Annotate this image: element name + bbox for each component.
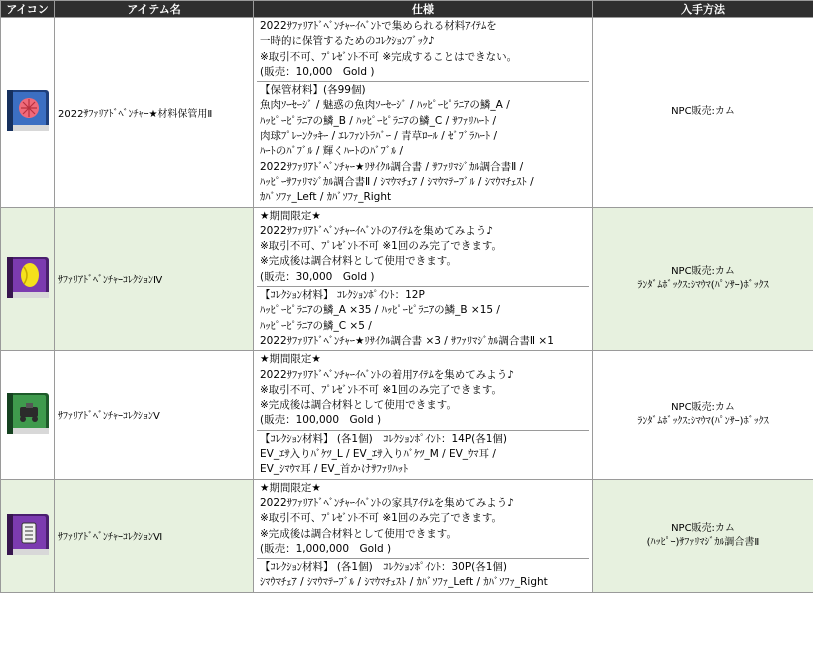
table-row [1,351,813,479]
item-name: ｻﾌｧﾘｱﾄﾞﾍﾞﾝﾁｬｰｺﾚｸｼｮﾝⅣ [55,207,254,351]
header-name: アイテム名 [55,1,254,18]
method-cell [593,207,813,351]
icon-cell [1,351,55,479]
header-icon: アイコン [1,1,55,18]
spec-line: ★期間限定★ [260,481,321,494]
table-row [1,207,813,351]
item-name: ｻﾌｧﾘｱﾄﾞﾍﾞﾝﾁｬｰｺﾚｸｼｮﾝⅤ [55,351,254,479]
spec-line: 2022ｻﾌｧﾘｱﾄﾞﾍﾞﾝﾁｬｰ★ﾘｻｲｸﾙ調合書 ×3 / ｻﾌｧﾘﾏｼﾞｶﾙ調合書Ⅱ ×1 [260,334,554,347]
spec-line: 【ｺﾚｸｼｮﾝ材料】 (各1個) ｺﾚｸｼｮﾝﾎﾟｲﾝﾄ：14P(各1個) [260,432,508,445]
spec-line: (販売：100,000 Gold ) [260,414,382,427]
method-cell [593,479,813,592]
spec-line: ﾊｰﾄのﾊﾞﾌﾞﾙ / 輝くﾊｰﾄのﾊﾞﾌﾞﾙ / [260,145,404,158]
item-name: ｻﾌｧﾘｱﾄﾞﾍﾞﾝﾁｬｰｺﾚｸｼｮﾝⅥ [55,479,254,592]
method-line: (ﾊｯﾋﾟｰ)ｻﾌｧﾘﾏｼﾞｶﾙ調合書Ⅱ [646,536,760,548]
spec-line: ※取引不可、ﾌﾟﾚｾﾞﾝﾄ不可 ※1回のみ完了できます。 [260,383,503,396]
method-cell [593,18,813,208]
item-name: 2022ｻﾌｧﾘｱﾄﾞﾍﾞﾝﾁｬｰ★材料保管用Ⅱ [55,18,254,208]
spec-line: 2022ｻﾌｧﾘｱﾄﾞﾍﾞﾝﾁｬｰｲﾍﾞﾝﾄの家具ｱｲﾃﾑを集めてみよう♪ [260,496,514,509]
spec-cell [254,351,593,479]
spec-description [257,351,589,429]
spec-line: ﾊｯﾋﾟｰﾋﾟﾗﾆｱの鱗_A ×35 / ﾊｯﾋﾟｰﾋﾟﾗﾆｱの鱗_B ×15 / [260,304,500,317]
spec-line: ﾊｯﾋﾟｰｻﾌｧﾘﾏｼﾞｶﾙ調合書Ⅱ / ｼﾏｳﾏﾁｪｱ / ｼﾏｳﾏﾃｰﾌﾞﾙ / ｼﾏｳﾏﾁｪｽﾄ / [260,175,534,188]
spec-description [257,208,589,286]
blue-book-icon [4,87,52,134]
spec-line: 【ｺﾚｸｼｮﾝ材料】 ｺﾚｸｼｮﾝﾎﾟｲﾝﾄ：12P [260,289,425,302]
spec-line: ※取引不可、ﾌﾟﾚｾﾞﾝﾄ不可 ※1回のみ完了できます。 [260,512,503,525]
header-spec: 仕様 [254,1,593,18]
icon-cell [1,18,55,208]
spec-line: EV_ｼﾏｳﾏ耳 / EV_首かけｻﾌｧﾘﾊｯﾄ [260,463,409,476]
icon-cell [1,479,55,592]
spec-line: ﾊｯﾋﾟｰﾋﾟﾗﾆｱの鱗_B / ﾊｯﾋﾟｰﾋﾟﾗﾆｱの鱗_C / ｻﾌｧﾘﾊｰﾄ / [260,114,497,127]
spec-line: 2022ｻﾌｧﾘｱﾄﾞﾍﾞﾝﾁｬｰｲﾍﾞﾝﾄの着用ｱｲﾃﾑを集めてみよう♪ [260,368,514,381]
spec-line: EV_ｴｻ入りﾊﾞｹﾂ_L / EV_ｴｻ入りﾊﾞｹﾂ_M / EV_ｳﾏ耳 / [260,448,496,461]
method-line: ﾗﾝﾀﾞﾑﾎﾞｯｸｽ:ｼﾏｳﾏ(ﾊﾟﾝｻｰ)ﾎﾞｯｸｽ [637,279,769,291]
spec-line: 一時的に保管するためのｺﾚｸｼｮﾝﾌﾞｯｸ♪ [260,35,435,48]
method-line: NPC販売:カム [671,401,735,413]
spec-materials [257,286,589,350]
spec-line: ※完成後は調合材料として使用できます。 [260,255,457,268]
table-row [1,18,813,208]
spec-line: 【ｺﾚｸｼｮﾝ材料】 (各1個) ｺﾚｸｼｮﾝﾎﾟｲﾝﾄ：30P(各1個) [260,561,508,574]
spec-line: ★期間限定★ [260,209,321,222]
spec-line: ※取引不可、ﾌﾟﾚｾﾞﾝﾄ不可 ※完成することはできない。 [260,50,518,63]
spec-line: 2022ｻﾌｧﾘｱﾄﾞﾍﾞﾝﾁｬｰｲﾍﾞﾝﾄのｱｲﾃﾑを集めてみよう♪ [260,224,493,237]
method-line: ﾗﾝﾀﾞﾑﾎﾞｯｸｽ:ｼﾏｳﾏ(ﾊﾟﾝｻｰ)ﾎﾞｯｸｽ [637,415,769,427]
spec-cell [254,18,593,208]
spec-line: (販売：10,000 Gold ) [260,65,375,78]
spec-line: 肉球ﾌﾟﾚｰﾝｸｯｷｰ / ｴﾚﾌｧﾝﾄﾗﾊﾞｰ / 青草ﾛｰﾙ / ｾﾞﾌﾞﾗﾊｰﾄ / [260,130,498,143]
spec-line: ｼﾏｳﾏﾁｪｱ / ｼﾏｳﾏﾃｰﾌﾞﾙ / ｼﾏｳﾏﾁｪｽﾄ / ｶﾊﾞｿﾌｧ_Left / ｶﾊﾞｿﾌｧ_Right [260,576,548,589]
header-method: 入手方法 [593,1,813,18]
spec-line: 【保管材料】(各99個) [260,84,366,97]
spec-materials [257,558,589,592]
spec-description [257,480,589,558]
spec-line: ※完成後は調合材料として使用できます。 [260,527,457,540]
spec-line: 魚肉ｿｰｾｰｼﾞ / 魅惑の魚肉ｿｰｾｰｼﾞ / ﾊｯﾋﾟｰﾋﾟﾗﾆｱの鱗_A / [260,99,510,112]
method-line: NPC販売:カム [671,265,735,277]
spec-cell [254,207,593,351]
spec-line: ﾊｯﾋﾟｰﾋﾟﾗﾆｱの鱗_C ×5 / [260,319,372,332]
spec-line: ★期間限定★ [260,353,321,366]
spec-line: (販売：1,000,000 Gold ) [260,542,392,555]
spec-line: (販売：30,000 Gold ) [260,270,375,283]
method-line: NPC販売:カム [671,522,735,534]
method-line: NPC販売:カム [671,106,735,118]
spec-cell [254,479,593,592]
spec-line: 2022ｻﾌｧﾘｱﾄﾞﾍﾞﾝﾁｬｰ★ﾘｻｲｸﾙ調合書 / ｻﾌｧﾘﾏｼﾞｶﾙ調合書Ⅱ / [260,160,524,173]
spec-materials [257,81,589,206]
spec-line: ｶﾊﾞｿﾌｧ_Left / ｶﾊﾞｿﾌｧ_Right [260,191,392,204]
icon-cell [1,207,55,351]
table-row [1,479,813,592]
spec-description [257,18,589,81]
header-row [1,1,813,18]
spec-line: ※完成後は調合材料として使用できます。 [260,399,457,412]
spec-line: 2022ｻﾌｧﾘｱﾄﾞﾍﾞﾝﾁｬｰｲﾍﾞﾝﾄで集められる材料ｱｲﾃﾑを [260,20,497,32]
purple-book-icon [4,254,52,301]
spec-line: ※取引不可、ﾌﾟﾚｾﾞﾝﾄ不可 ※1回のみ完了できます。 [260,240,503,253]
spec-materials [257,430,589,479]
green-book-icon [4,390,52,437]
purple-book-icon [4,511,52,558]
method-cell [593,351,813,479]
